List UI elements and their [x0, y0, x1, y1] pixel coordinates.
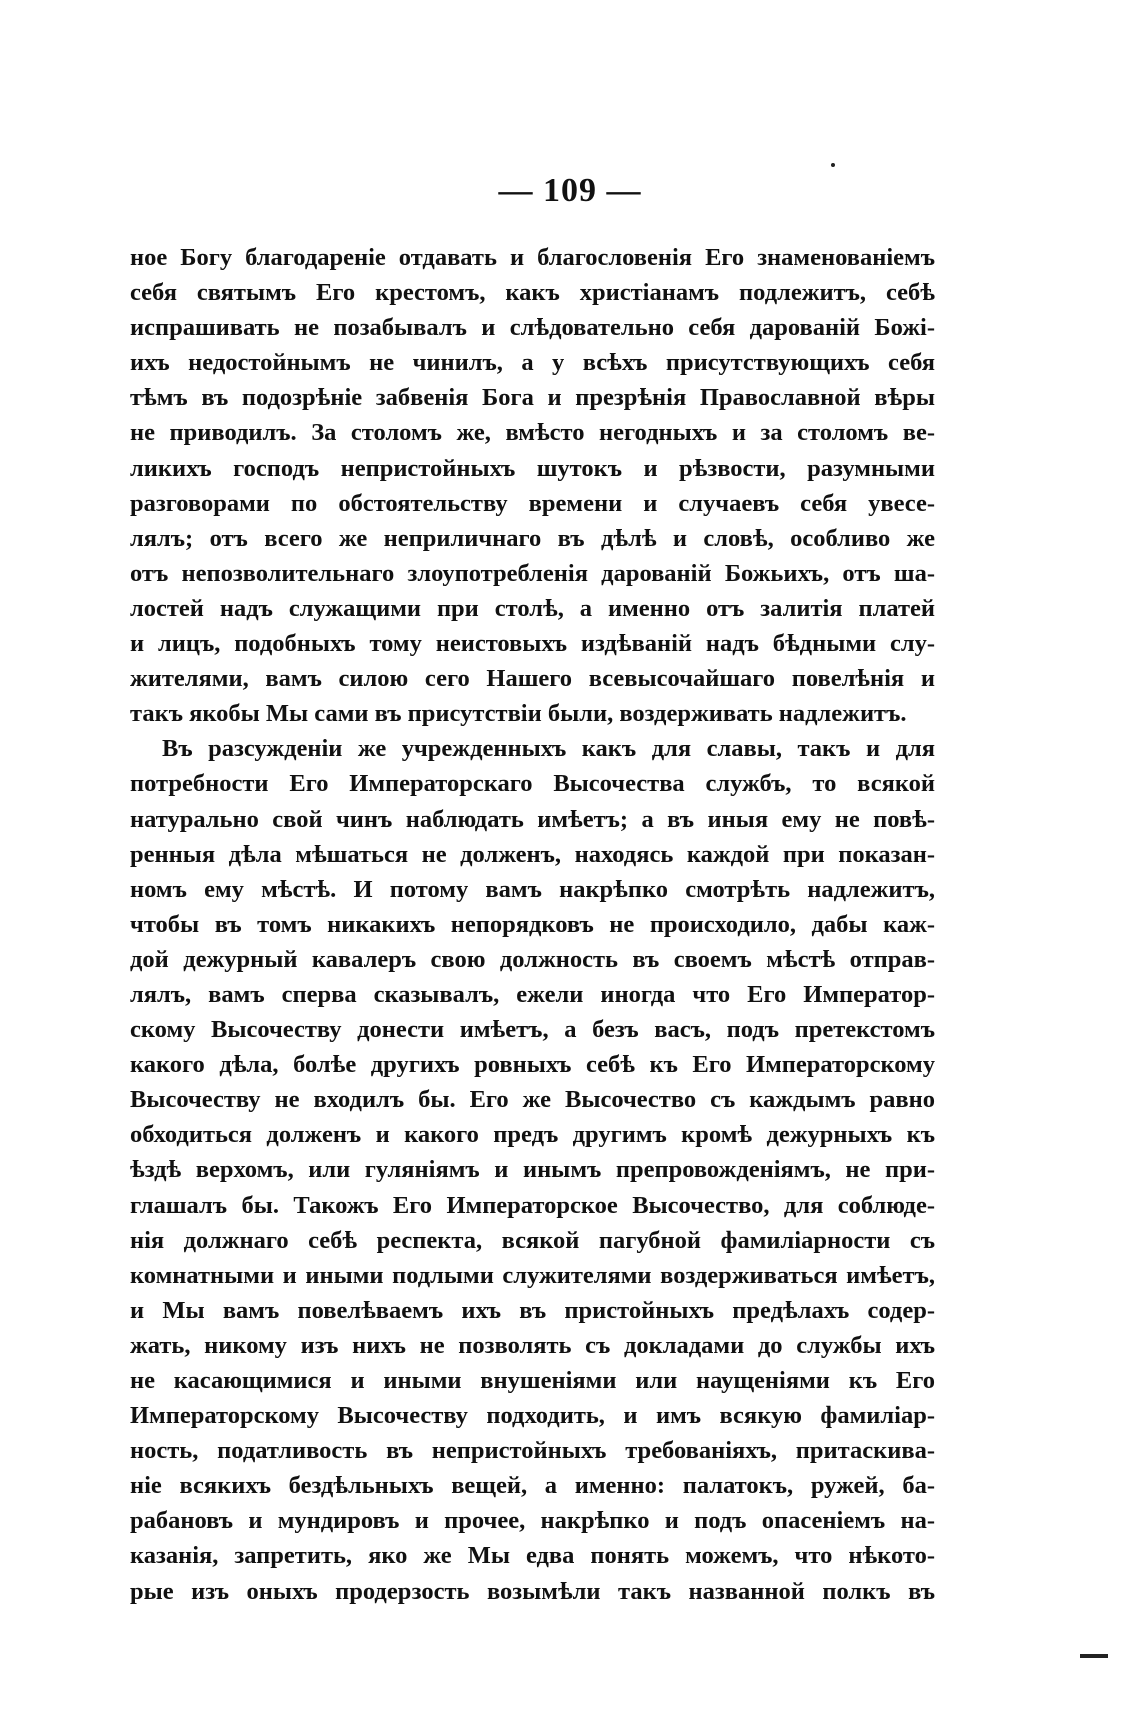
text-line: какого дѣла, болѣе другихъ ровныхъ себѣ къ Его Императорскому [130, 1051, 935, 1079]
text-line: ихъ недостойнымъ не чинилъ, а у всѣхъ присутствующихъ себя [130, 349, 935, 377]
text-line: скому Высочеству донести имѣетъ, а безъ васъ, подъ претекстомъ [130, 1016, 935, 1044]
text-line: жать, никому изъ нихъ не позволять съ докладами до службы ихъ [130, 1331, 935, 1359]
text-line: лостей надъ служащими при столѣ, а именно отъ залитія платей [130, 594, 935, 622]
text-line: ѣздѣ верхомъ, или гуляніямъ и инымъ препровожденіямъ, не при- [130, 1156, 935, 1184]
text-line: испрашивать не позабывалъ и слѣдовательно себя дарованій Божі- [130, 314, 935, 342]
text-line: ніе всякихъ бездѣльныхъ вещей, а именно: палатокъ, ружей, ба- [130, 1472, 935, 1500]
text-line: жителями, вамъ силою сего Нашего всевысочайшаго повелѣнія и [130, 665, 935, 693]
text-line: потребности Его Императорскаго Высочества службъ, то всякой [130, 770, 935, 798]
text-line: дой дежурный кавалеръ свою должность въ своемъ мѣстѣ отправ- [130, 945, 935, 973]
text-line: нія должнаго себѣ респекта, всякой пагубной фамиліарности съ [130, 1226, 935, 1254]
text-line: ликихъ господъ непристойныхъ шутокъ и рѣзвости, разумными [130, 454, 935, 482]
text-line: такъ якобы Мы сами въ присутствіи были, воздерживать надлежитъ. [130, 700, 907, 728]
scan-mark [1080, 1654, 1108, 1658]
body-text [130, 240, 935, 1609]
text-line: и лицъ, подобныхъ тому неистовыхъ издѣваній надъ бѣдными слу- [130, 630, 935, 658]
text-line: ное Богу благодареніе отдавать и благословенія Его знаменованіемъ [130, 244, 935, 271]
text-line: комнатными и иными подлыми служителями воздерживаться имѣетъ, [130, 1261, 935, 1289]
text-line: лялъ; отъ всего же неприличнаго въ дѣлѣ и словѣ, особливо же [130, 524, 935, 552]
text-line: обходиться долженъ и какого предъ другимъ кромѣ дежурныхъ къ [130, 1121, 935, 1149]
scan-speck [831, 163, 835, 167]
text-line: рые изъ оныхъ продерзость возымѣли такъ названной полкъ въ [130, 1577, 935, 1605]
text-line: не приводилъ. За столомъ же, вмѣсто негодныхъ и за столомъ ве- [130, 419, 935, 447]
text-line: ренныя дѣла мѣшаться не долженъ, находясь каждой при показан- [130, 840, 935, 868]
text-line: тѣмъ въ подозрѣніе забвенія Бога и презрѣнія Православной вѣры [130, 384, 935, 412]
text-line: лялъ, вамъ сперва сказывалъ, ежели иногда что Его Император- [130, 980, 935, 1008]
text-line: номъ ему мѣстѣ. И потому вамъ накрѣпко смотрѣть надлежитъ, [130, 875, 935, 903]
text-line: казанія, запретить, яко же Мы едва понять можемъ, что нѣкото- [130, 1542, 935, 1570]
paragraph-start-line: Въ разсужденіи же учрежденныхъ какъ для славы, такъ и для [162, 735, 935, 763]
text-line: Высочеству не входилъ бы. Его же Высочество съ каждымъ равно [130, 1086, 935, 1114]
text-line: глашалъ бы. Такожъ Его Императорское Высочество, для соблюде- [130, 1191, 935, 1219]
page-number: — 109 — [498, 172, 642, 209]
text-line: и Мы вамъ повелѣваемъ ихъ въ пристойныхъ предѣлахъ содер- [130, 1296, 935, 1324]
text-line: натурально свой чинъ наблюдать имѣетъ; а въ иныя ему не повѣ- [130, 805, 935, 833]
text-line: чтобы въ томъ никакихъ непорядковъ не происходило, дабы каж- [130, 910, 935, 938]
text-line: Императорскому Высочеству подходить, и имъ всякую фамиліар- [130, 1402, 935, 1430]
text-line: ность, податливость въ непристойныхъ требованіяхъ, притаскива- [130, 1437, 935, 1465]
text-line: рабановъ и мундировъ и прочее, накрѣпко и подъ опасеніемъ на- [130, 1507, 935, 1535]
text-line: не касающимися и иными внушеніями или наущеніями къ Его [130, 1367, 935, 1394]
text-line: разговорами по обстоятельству времени и случаевъ себя увесе- [130, 489, 935, 517]
text-line: отъ непозволительнаго злоупотребленія дарованій Божьихъ, отъ ша- [130, 559, 935, 587]
text-line: себя святымъ Его крестомъ, какъ христіанамъ подлежитъ, себѣ [130, 279, 935, 307]
